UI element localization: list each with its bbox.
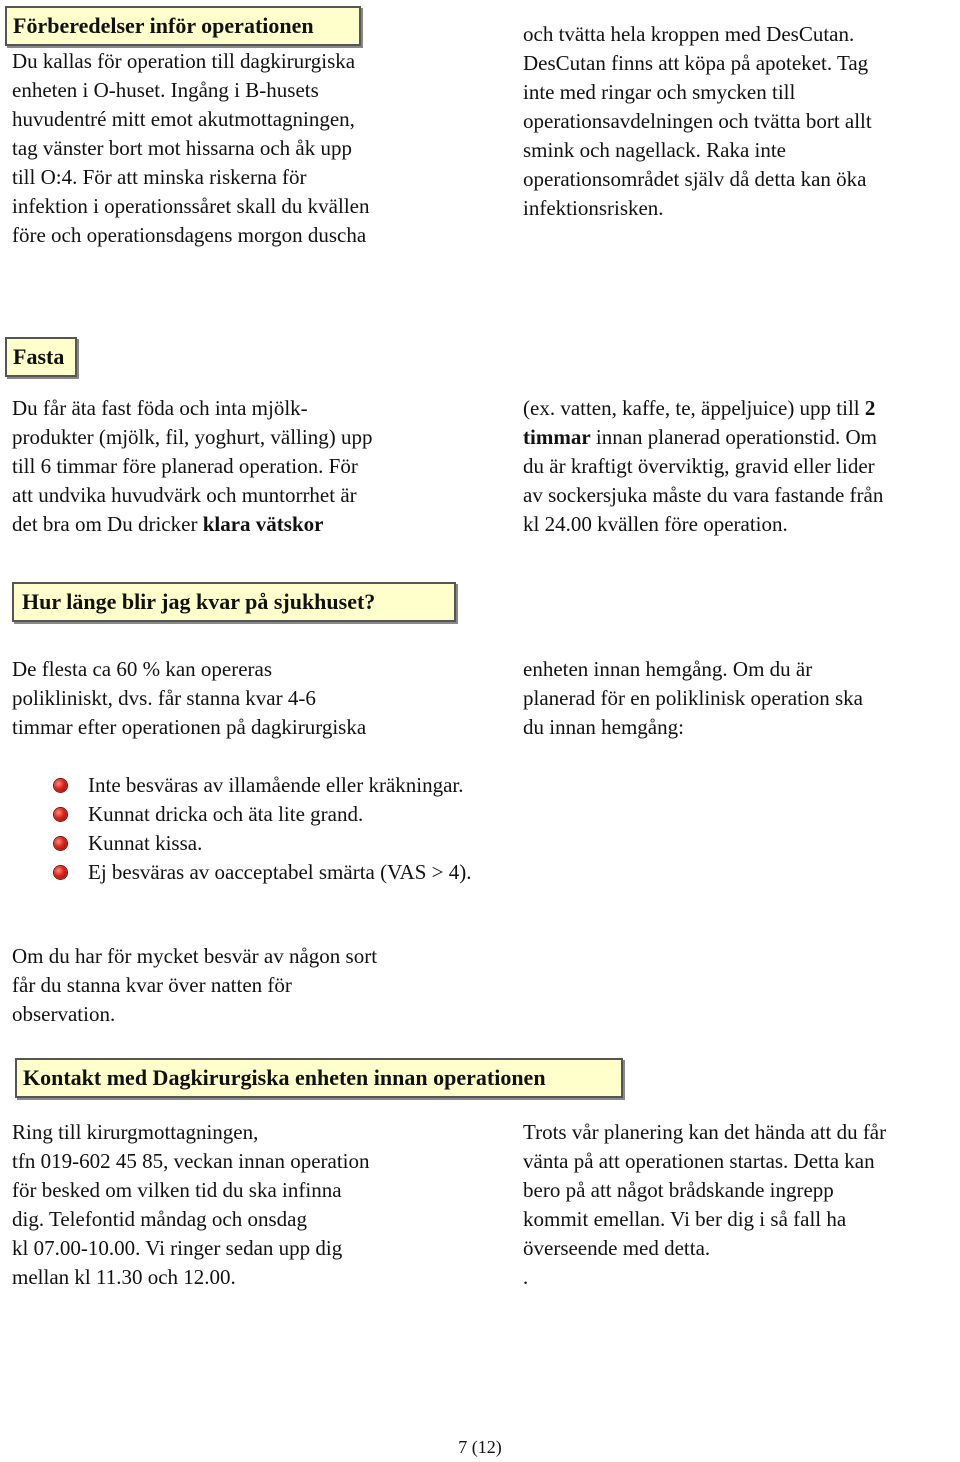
red-ball-bullet-icon (54, 779, 67, 792)
list-item (52, 771, 472, 800)
red-ball-bullet-icon (54, 866, 67, 879)
red-ball-bullet-icon (54, 837, 67, 850)
heading-preparations: Förberedelser inför operationen (5, 6, 361, 46)
fasting-right-text-1: (ex. vatten, kaffe, te, äppeljuice) upp till (523, 396, 865, 420)
fasting-right-bold-2: timmar (523, 425, 591, 449)
fasting-left-text: Du får äta fast föda och inta mjölk- produkter (mjölk, fil, yoghurt, välling) upp till 6 timmar före planerad operation. För att undvika huvudvärk och muntorrhet är det bra om Du dricker (12, 396, 373, 536)
list-item (52, 829, 472, 858)
stay-right-column: enheten innan hemgång. Om du är planerad för en poliklinisk operation ska du innan hemgång: (523, 657, 863, 739)
fasting-left-bold: klara vätskor (202, 512, 324, 536)
heading-contact: Kontakt med Dagkirurgiska enheten innan operationen (15, 1058, 623, 1098)
heading-stay: Hur länge blir jag kvar på sjukhuset? (12, 582, 456, 622)
list-item-text: Kunnat kissa. (88, 831, 203, 855)
preparations-right-column: och tvätta hela kroppen med DesCutan. DesCutan finns att köpa på apoteket. Tag inte med ringar och smycken till operationsavdelningen och tvätta bort allt smink och nagellack. Raka inte operationsområdet själv då detta kan öka infektionsrisken. (523, 22, 872, 220)
contact-right-column: Trots vår planering kan det hända att du får vänta på att operationen startas. Detta kan bero på att något brådskande ingrepp kommit emellan. Vi ber dig i så fall ha överseende med detta. . (523, 1120, 887, 1289)
list-item-text: Inte besväras av illamående eller kräkningar. (88, 773, 464, 797)
heading-fasting: Fasta (5, 337, 77, 377)
fasting-left-column (12, 394, 462, 539)
list-item-text: Kunnat dricka och äta lite grand. (88, 802, 364, 826)
fasting-right-column (523, 394, 960, 539)
observation-paragraph: Om du har för mycket besvär av någon sort får du stanna kvar över natten för observation. (12, 944, 378, 1026)
contact-left-column: Ring till kirurgmottagningen, tfn 019-602 45 85, veckan innan operation för besked om vilken tid du ska infinna dig. Telefontid måndag och onsdag kl 07.00-10.00. Vi ringer sedan upp dig mellan kl 11.30 och 12.00. (12, 1120, 370, 1289)
fasting-right-bold-1: 2 (864, 396, 876, 420)
red-ball-bullet-icon (54, 808, 67, 821)
list-item (52, 800, 472, 829)
discharge-criteria-list (52, 771, 472, 887)
page-number: 7 (12) (458, 1437, 502, 1457)
preparations-left-column: Du kallas för operation till dagkirurgiska enheten i O-huset. Ingång i B-husets huvudentré mitt emot akutmottagningen, tag vänster bort mot hissarna och åk upp till O:4. För att minska riskerna för infektion i operationssåret skall du kvällen före och operationsdagens morgon duscha (12, 49, 370, 247)
list-item (52, 858, 472, 887)
fasting-right-text-2: innan planerad operationstid. Om du är kraftigt överviktig, gravid eller lider av sockersjuka måste du vara fastande från kl 24.00 kvällen före operation. (523, 425, 884, 536)
list-item-text: Ej besväras av oacceptabel smärta (VAS > 4). (88, 860, 472, 884)
stay-left-column: De flesta ca 60 % kan opereras polikliniskt, dvs. får stanna kvar 4-6 timmar efter operationen på dagkirurgiska (12, 657, 367, 739)
